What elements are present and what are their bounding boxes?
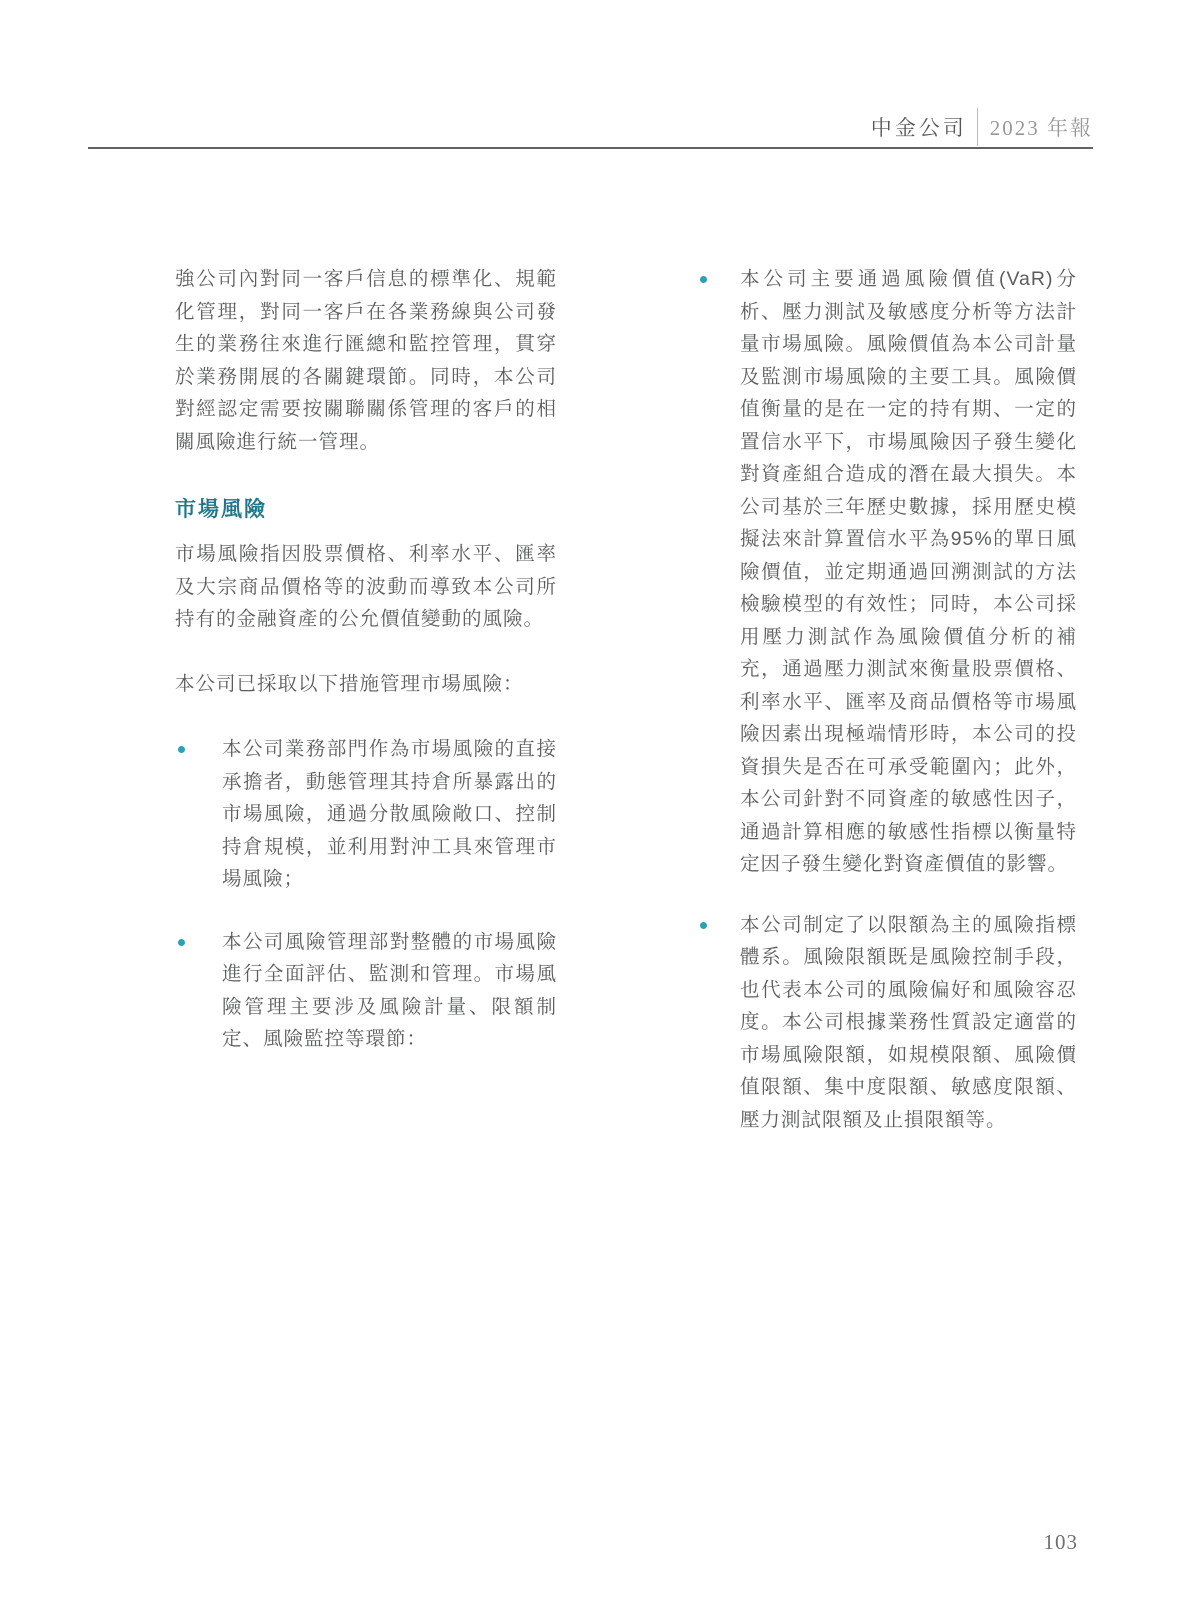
bullet-marker — [175, 733, 222, 896]
left-column — [175, 263, 557, 1086]
bullet-text: 本公司主要通過風險價值(VaR)分析、壓力測試及敏感度分析等方法計量市場風險。風險價值為本公司計量及監測市場風險的主要工具。風險價值衡量的是在一定的持有期、一定的置信水平下，市場風險因子發生變化對資產組合造成的潛在最大損失。本公司基於三年歷史數據，採用歷史模擬法來計算置信水平為95%的單日風險價值，並定期通過回溯測試的方法檢驗模型的有效性；同時，本公司採用壓力測試作為風險價值分析的補充，通過壓力測試來衡量股票價格、利率水平、匯率及商品價格等市場風險因素出現極端情形時，本公司的投資損失是否在可承受範圍內；此外，本公司針對不同資產的敏感性因子，通過計算相應的敏感性指標以衡量特定因子發生變化對資產價值的影響。 — [740, 268, 1077, 875]
bullet-marker — [175, 926, 222, 1056]
list-item — [697, 909, 1077, 1137]
list-item — [175, 733, 557, 896]
bullet-text: 本公司業務部門作為市場風險的直接承擔者，動態管理其持倉所暴露出的市場風險，通過分散風險敞口、控制持倉規模，並利用對沖工具來管理市場風險； — [222, 738, 557, 890]
report-year: 2023 年報 — [989, 116, 1093, 140]
page-number: 103 — [1043, 1530, 1078, 1554]
page-header — [871, 108, 1093, 146]
market-risk-definition: 市場風險指因股票價格、利率水平、匯率及大宗商品價格等的波動而導致本公司所持有的金融資產的公允價值變動的風險。 — [175, 543, 557, 630]
intro-paragraph: 強公司內對同一客戶信息的標準化、規範化管理，對同一客戶在各業務線與公司發生的業務往來進行匯總和監控管理，貫穿於業務開展的各關鍵環節。同時，本公司對經認定需要按關聯關係管理的客戶的相關風險進行統一管理。 — [175, 268, 557, 453]
bullet-dot-icon — [700, 276, 707, 283]
bullet-dot-icon — [178, 939, 185, 946]
measures-intro: 本公司已採取以下措施管理市場風險： — [175, 672, 524, 695]
section-heading-market-risk: 市場風險 — [175, 498, 267, 521]
bullet-dot-icon — [700, 922, 707, 929]
bullet-dot-icon — [178, 746, 185, 753]
bullet-text: 本公司風險管理部對整體的市場風險進行全面評估、監測和管理。市場風險管理主要涉及風險計量、限額制定、風險監控等環節： — [222, 930, 557, 1050]
bullet-marker — [697, 909, 740, 1137]
bullet-text: 本公司制定了以限額為主的風險指標體系。風險限額既是風險控制手段，也代表本公司的風險偏好和風險容忍度。本公司根據業務性質設定適當的市場風險限額，如規模限額、風險價值限額、集中度限額、敏感度限額、壓力測試限額及止損限額等。 — [740, 913, 1077, 1131]
list-item — [175, 926, 557, 1056]
right-column — [697, 263, 1077, 1166]
header-divider — [977, 108, 978, 146]
company-name: 中金公司 — [870, 116, 967, 140]
list-item — [697, 263, 1077, 881]
header-rule — [88, 147, 1093, 149]
bullet-marker — [697, 263, 740, 881]
